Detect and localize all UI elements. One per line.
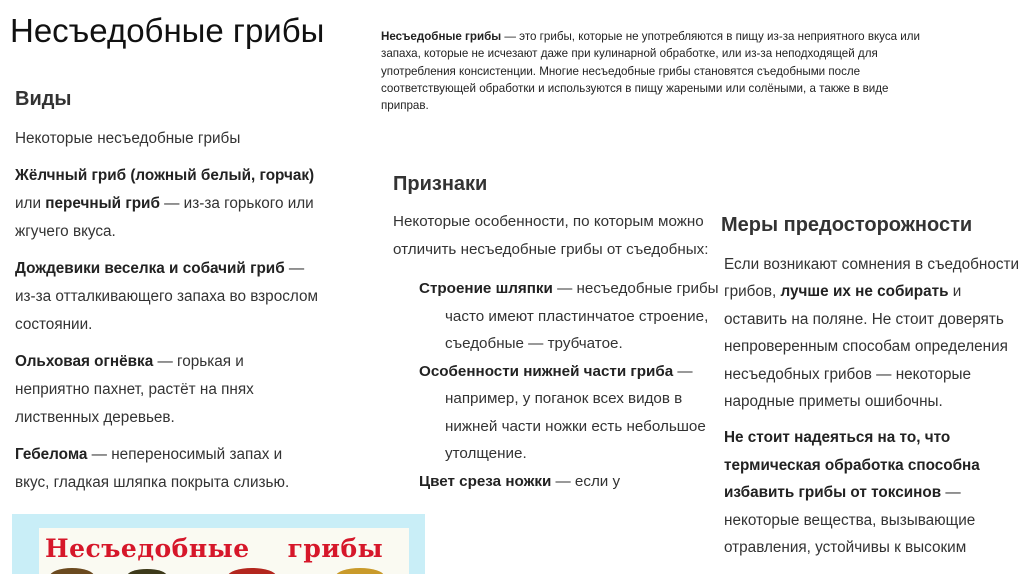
text-run: Если возникают сомнения в съедобности грибов, [724, 256, 1020, 301]
precautions-paragraph-2 [724, 424, 1024, 561]
poster-word-1: Несъедобные [45, 534, 250, 563]
signs-list [393, 275, 723, 495]
item-desc: — если у [551, 472, 621, 490]
intro-term: Несъедобные грибы [381, 30, 502, 43]
signs-item [419, 468, 723, 496]
text-run: — некоторые вещества, вызывающие отравления, устойчивы к высоким [724, 484, 976, 557]
intro-text: — это грибы, которые не употребляются в пищу из-за неприятного вкуса или запаха, которые не исчезают даже при кулинарной обработке, или из-за неподходящей для употребления консистенции. Многие несъедобные грибы становятся съедобными после соответствующей обработки и используются в пищу жареными или солёными, а также в виде приправ. [381, 30, 921, 113]
item-name: Дождевики веселка и собачий гриб [15, 260, 285, 277]
precautions-heading: Меры предосторожности [721, 214, 973, 236]
item-name: Гебелома [15, 446, 88, 463]
page-title: Несъедобные грибы [10, 12, 325, 49]
text-run: и оставить на поляне. Не стоит доверять непроверенным способам определения несъедобных грибов — некоторые народные приметы ошибочны. [724, 283, 1008, 411]
mushroom-caps-icon [42, 566, 422, 574]
types-item [15, 162, 320, 246]
signs-item [419, 275, 723, 358]
poster-caption [45, 534, 383, 563]
types-item [15, 255, 320, 339]
emphasis: лучше их не собирать [780, 283, 949, 301]
poster-word-2: грибы [287, 534, 384, 563]
item-name: Особенности нижней части гриба [419, 362, 674, 380]
item-desc: — из-за горького или жгучего вкуса. [15, 195, 314, 240]
item-desc: — из-за отталкивающего запаха во взрослом состоянии. [15, 260, 318, 333]
item-desc: — горькая и неприятно пахнет, растёт на пнях лиственных деревьев. [15, 353, 254, 426]
types-heading: Виды [15, 88, 72, 110]
item-name: Жёлчный гриб (ложный белый, горчак) [15, 167, 315, 184]
signs-heading: Признаки [393, 173, 488, 195]
item-desc: — например, у поганок всех видов в нижней части ножки есть небольшое утолщение. [445, 362, 706, 462]
types-item [15, 441, 320, 497]
intro-paragraph [381, 28, 921, 114]
types-lead: Некоторые несъедобные грибы [15, 130, 241, 147]
item-desc: — несъедобные грибы часто имеют пластинчатое строение, съедобные — трубчатое. [445, 280, 719, 352]
types-column [15, 125, 320, 515]
item-name: Цвет среза ножки [419, 472, 552, 490]
types-item [15, 348, 320, 432]
mushrooms-poster-image [12, 514, 425, 574]
signs-item [419, 358, 723, 468]
item-name-2: перечный гриб [45, 195, 160, 212]
emphasis: Не стоит надеяться на то, что термическая обработка способна избавить грибы от токсинов [724, 429, 980, 502]
item-name: Строение шляпки [419, 280, 553, 297]
item-connector: или [15, 195, 46, 212]
precautions-column [724, 251, 1024, 574]
precautions-paragraph-1 [724, 251, 1024, 415]
signs-column [393, 208, 723, 574]
item-name: Ольховая огнёвка [15, 353, 154, 370]
signs-lead: Некоторые особенности, по которым можно отличить несъедобные грибы от съедобных: [393, 213, 709, 258]
item-desc: — непереносимый запах и вкус, гладкая шляпка покрыта слизью. [15, 446, 290, 491]
